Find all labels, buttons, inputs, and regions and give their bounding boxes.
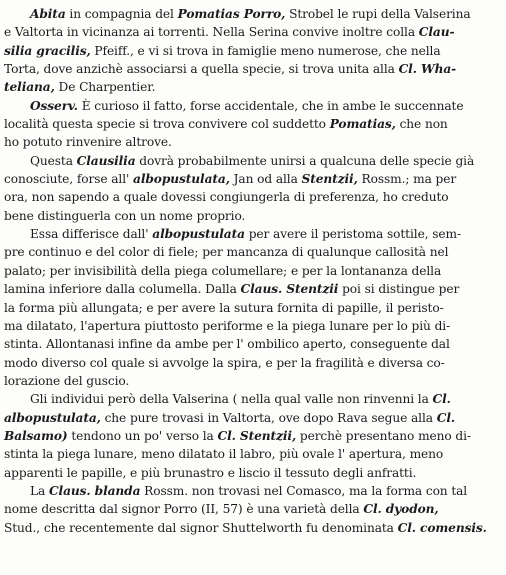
paragraph-p5 (4, 390, 490, 482)
text-line (4, 243, 490, 261)
text-run: stinta la piega lunare, meno dilatato il labro, più ovale l' apertura, meno (4, 447, 444, 462)
text-line (4, 280, 490, 298)
text-run: e Valtorta in vicinanza ai torrenti. Nella Serina convive inoltre colla (4, 25, 419, 40)
italic-run: Cl. dyodon, (363, 502, 439, 517)
body-text (4, 5, 490, 537)
text-run: apparenti le papille, e più brunastro e liscio il tessuto degli anfratti. (4, 465, 417, 480)
text-run: bene distinguerla con un nome proprio. (4, 208, 246, 223)
text-line (4, 299, 490, 317)
text-run: ma dilatato, l'apertura piuttosto periforme e la piega lunare per lo più di- (4, 318, 451, 333)
italic-run: Claus. blanda (48, 483, 141, 498)
text-line (4, 372, 490, 390)
text-line (4, 60, 490, 78)
text-line (4, 500, 490, 518)
italic-run: albopustulata, (4, 410, 101, 425)
paragraph-p4 (4, 225, 490, 390)
text-run: dovrà probabilmente unirsi a qualcuna delle specie già (135, 153, 475, 168)
italic-run: Cl. (432, 392, 451, 407)
text-run: Gli individui però della Valserina ( nella qual valle non rinvenni la (30, 392, 433, 407)
text-run: pre continuo e del color di fiele; per mancanza di qualunque callosità nel (4, 245, 449, 260)
text-line (4, 317, 490, 335)
text-line (4, 390, 490, 408)
italic-run: Pomatias, (329, 117, 396, 132)
text-run: stinta. Allontanasi infine da ambe per l' ombilico aperto, conseguente dal (4, 337, 450, 352)
text-line (4, 170, 490, 188)
text-run: località questa specie si trova convivere col suddetto (4, 117, 330, 132)
text-line (4, 262, 490, 280)
text-line (4, 445, 490, 463)
italic-run: Cl. Stentzii, (217, 428, 297, 443)
text-run: per avere il peristoma sottile, sem- (244, 227, 461, 242)
text-line (4, 335, 490, 353)
text-run: modo diverso col quale si avvolge la spira, e per la fragilità e diversa co- (4, 355, 445, 370)
text-run: che pure trovasi in Valtorta, ove dopo Rava segue alla (100, 410, 437, 425)
text-line (4, 225, 490, 243)
text-run: conosciute, forse all' (4, 172, 134, 187)
text-run: poi si distingue per (338, 282, 460, 297)
italic-run: Balsamo) (4, 428, 68, 443)
text-run: De Charpentier. (54, 80, 156, 95)
italic-run: Stentzii, (301, 172, 358, 187)
text-line (4, 482, 490, 500)
text-run: la forma più allungata; e per avere la sutura fornita di papille, il peristo- (4, 300, 444, 315)
text-line (4, 409, 490, 427)
italic-run: Abita (30, 7, 66, 21)
text-run: Rossm.; ma per (357, 172, 457, 187)
italic-run: Cl. (436, 410, 455, 425)
paragraph-p3 (4, 152, 490, 225)
text-line (4, 152, 490, 170)
text-line (4, 78, 490, 96)
text-run: Questa (30, 153, 77, 168)
text-run: tendono un po' verso la (67, 428, 218, 443)
text-run: che non (395, 117, 448, 132)
text-run: Essa differisce dall' (30, 227, 153, 242)
italic-run: Clausilia (76, 153, 136, 168)
text-run: in compagnia del (65, 7, 178, 21)
text-line (4, 97, 490, 115)
text-run: lorazione del guscio. (4, 373, 130, 388)
text-run: ho potuto rinvenire altrove. (4, 135, 172, 150)
italic-run: Claus. Stentzii (240, 282, 339, 297)
text-run: Pfeiff., e vi si trova in famiglie meno numerose, che nella (90, 43, 441, 58)
text-run: Torta, dove anzichè associarsi a quella specie, si trova unita alla (4, 62, 399, 77)
italic-run: Cl. comensis. (397, 520, 487, 535)
text-run: È curioso il fatto, forse accidentale, che in ambe le succennate (77, 98, 464, 113)
text-line (4, 354, 490, 372)
italic-run: albopustulata, (133, 172, 230, 187)
italic-run: albopustulata (152, 227, 245, 242)
text-run: Jan od alla (229, 172, 302, 187)
text-run: Rossm. non trovasi nel Comasco, ma la forma con tal (140, 483, 468, 498)
text-run: perchè presentano meno di- (296, 428, 471, 443)
text-run: ora, non sapendo a quale dovessi congiungerla di preferenza, ho creduto (4, 190, 449, 205)
text-run: lamina inferiore dalla columella. Dalla (4, 282, 241, 297)
text-line (4, 207, 490, 225)
text-run: Strobel le rupi della Valserina (285, 7, 471, 21)
text-run: palato; per invisibilità della piega columellare; e per la lontananza della (4, 263, 442, 278)
italic-run: silia gracilis, (4, 43, 91, 58)
text-run: Stud., che recentemente dal signor Shuttelworth fu denominata (4, 520, 398, 535)
text-line (4, 427, 490, 445)
text-run: nome descritta dal signor Porro (II, 57) è una varietà della (4, 502, 364, 517)
text-line (4, 464, 490, 482)
italic-run: Pomatias Porro, (177, 7, 286, 21)
text-line (4, 42, 490, 60)
italic-run: teliana, (4, 80, 55, 95)
text-line (4, 5, 490, 23)
italic-run: Osserv. (30, 98, 78, 113)
paragraph-p2 (4, 97, 490, 152)
text-run: La (30, 483, 49, 498)
text-line (4, 23, 490, 41)
italic-run: Cl. Wha- (398, 62, 457, 77)
text-line (4, 133, 490, 151)
text-line (4, 519, 490, 537)
text-line (4, 115, 490, 133)
paragraph-p1 (4, 5, 490, 97)
paragraph-p6 (4, 482, 490, 537)
italic-run: Clau- (418, 25, 455, 40)
text-line (4, 188, 490, 206)
